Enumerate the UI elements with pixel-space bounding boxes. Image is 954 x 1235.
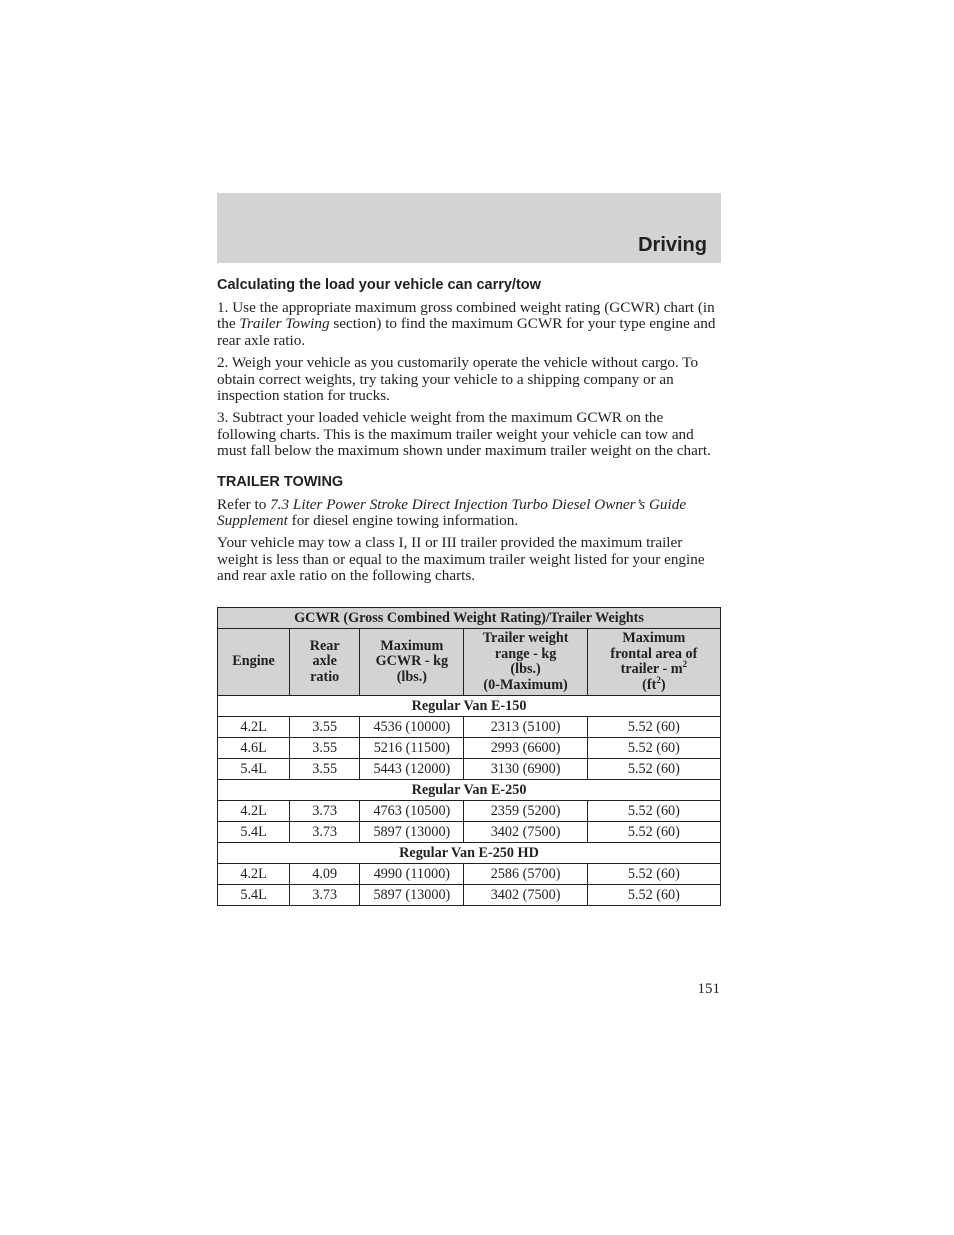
header-frontal-sup-2: 2 xyxy=(656,674,661,685)
cell-gcwr: 4990 (11000) xyxy=(360,864,464,885)
paragraph-trailer-class: Your vehicle may tow a class I, II or III trailer provided the maximum trailer weight is less than or equal to the maximum trailer weight listed for your engine and rear axle ratio on the following charts. xyxy=(217,534,705,585)
header-frontal-line-4b: ) xyxy=(660,676,666,693)
step-1-emphasis: Trailer Towing xyxy=(239,315,330,333)
cell-gcwr: 5897 (13000) xyxy=(360,885,464,906)
paragraph-step-3: 3. Subtract your loaded vehicle weight from the maximum GCWR on the following charts. This is the maximum trailer weight your vehicle can tow and must fall below the maximum shown under maximum trailer weight on the chart. xyxy=(217,409,711,460)
cell-frontal-area: 5.52 (60) xyxy=(587,717,720,738)
table-row xyxy=(218,885,721,906)
header-ratio-line-2: axle xyxy=(312,653,337,670)
cell-trailer-weight: 3402 (7500) xyxy=(464,822,587,843)
cell-ratio: 3.73 xyxy=(290,885,360,906)
table-row xyxy=(218,801,721,822)
table-header-row xyxy=(218,629,721,696)
cell-frontal-area: 5.52 (60) xyxy=(587,738,720,759)
cell-gcwr: 5443 (12000) xyxy=(360,759,464,780)
cell-ratio: 4.09 xyxy=(290,864,360,885)
cell-frontal-area: 5.52 (60) xyxy=(587,801,720,822)
cell-frontal-area: 5.52 (60) xyxy=(587,885,720,906)
header-frontal-line-1: Maximum xyxy=(622,630,686,646)
diesel-text-end: for diesel engine towing information. xyxy=(287,512,519,530)
cell-trailer-weight: 2313 (5100) xyxy=(464,717,587,738)
header-gcwr-line-3: (lbs.) xyxy=(396,668,428,685)
header-frontal-line-3: trailer - m xyxy=(620,661,683,677)
cell-ratio: 3.73 xyxy=(290,822,360,843)
table-row xyxy=(218,822,721,843)
table-row xyxy=(218,759,721,780)
table-row xyxy=(218,717,721,738)
table-title: GCWR (Gross Combined Weight Rating)/Trailer Weights xyxy=(218,608,721,629)
header-gcwr-line-1: Maximum xyxy=(380,637,444,654)
cell-engine: 5.4L xyxy=(218,885,290,906)
cell-engine: 5.4L xyxy=(218,822,290,843)
cell-ratio: 3.73 xyxy=(290,801,360,822)
header-trailer-weight-range xyxy=(464,629,587,696)
cell-gcwr: 4536 (10000) xyxy=(360,717,464,738)
group-heading-e150: Regular Van E-150 xyxy=(218,696,721,717)
header-engine: Engine xyxy=(218,629,290,696)
cell-trailer-weight: 2359 (5200) xyxy=(464,801,587,822)
cell-engine: 4.2L xyxy=(218,864,290,885)
header-frontal-line-2: frontal area of xyxy=(610,645,698,662)
diesel-text-start: Refer to xyxy=(217,495,271,513)
step-1-text-end: section) to find the maximum GCWR for your type engine and rear axle ratio. xyxy=(217,315,716,349)
group-heading-e250: Regular Van E-250 xyxy=(218,780,721,801)
header-band xyxy=(217,193,721,263)
header-trailer-line-1: Trailer weight xyxy=(482,630,569,646)
cell-engine: 4.2L xyxy=(218,801,290,822)
diesel-supplement-title: 7.3 Liter Power Stroke Direct Injection Turbo Diesel Owner’s Guide Supplement xyxy=(217,495,687,530)
header-trailer-line-4: (0-Maximum) xyxy=(483,676,568,693)
header-rear-axle-ratio xyxy=(290,629,360,696)
section-heading-trailer-towing: TRAILER TOWING xyxy=(217,473,344,490)
header-max-frontal-area xyxy=(587,629,720,696)
table-row xyxy=(218,864,721,885)
cell-trailer-weight: 2586 (5700) xyxy=(464,864,587,885)
cell-trailer-weight: 3402 (7500) xyxy=(464,885,587,906)
main-content xyxy=(217,276,722,591)
cell-engine: 4.6L xyxy=(218,738,290,759)
cell-gcwr: 4763 (10500) xyxy=(360,801,464,822)
paragraph-step-1 xyxy=(217,300,722,349)
cell-ratio: 3.55 xyxy=(290,738,360,759)
cell-frontal-area: 5.52 (60) xyxy=(587,822,720,843)
gcwr-table xyxy=(217,607,721,906)
page-number: 151 xyxy=(697,981,720,997)
step-1-text-start: 1. Use the appropriate maximum gross combined weight rating (GCWR) chart (in the xyxy=(217,299,715,333)
section-heading-calculating-load: Calculating the load your vehicle can carry/tow xyxy=(217,277,541,293)
cell-gcwr: 5897 (13000) xyxy=(360,822,464,843)
cell-ratio: 3.55 xyxy=(290,717,360,738)
header-frontal-line-4a: (ft xyxy=(642,676,657,693)
header-trailer-line-2: range - kg xyxy=(494,645,557,662)
page-title: Driving xyxy=(638,234,707,256)
header-gcwr-line-2: GCWR - kg xyxy=(375,653,449,670)
table-row xyxy=(218,738,721,759)
group-heading-e250-hd: Regular Van E-250 HD xyxy=(218,843,721,864)
cell-frontal-area: 5.52 (60) xyxy=(587,864,720,885)
cell-trailer-weight: 2993 (6600) xyxy=(464,738,587,759)
cell-ratio: 3.55 xyxy=(290,759,360,780)
cell-frontal-area: 5.52 (60) xyxy=(587,759,720,780)
header-ratio-line-1: Rear xyxy=(309,637,340,654)
paragraph-step-2: 2. Weigh your vehicle as you customarily operate the vehicle without cargo. To obtain correct weights, try taking your vehicle to a shipping company or an inspection station for trucks. xyxy=(217,354,699,405)
cell-engine: 5.4L xyxy=(218,759,290,780)
cell-gcwr: 5216 (11500) xyxy=(360,738,464,759)
cell-trailer-weight: 3130 (6900) xyxy=(464,759,587,780)
cell-engine: 4.2L xyxy=(218,717,290,738)
header-trailer-line-3: (lbs.) xyxy=(510,661,541,677)
paragraph-diesel-reference xyxy=(217,497,722,530)
header-ratio-line-3: ratio xyxy=(310,668,340,685)
header-frontal-sup-1: 2 xyxy=(682,659,688,669)
header-max-gcwr xyxy=(360,629,464,696)
